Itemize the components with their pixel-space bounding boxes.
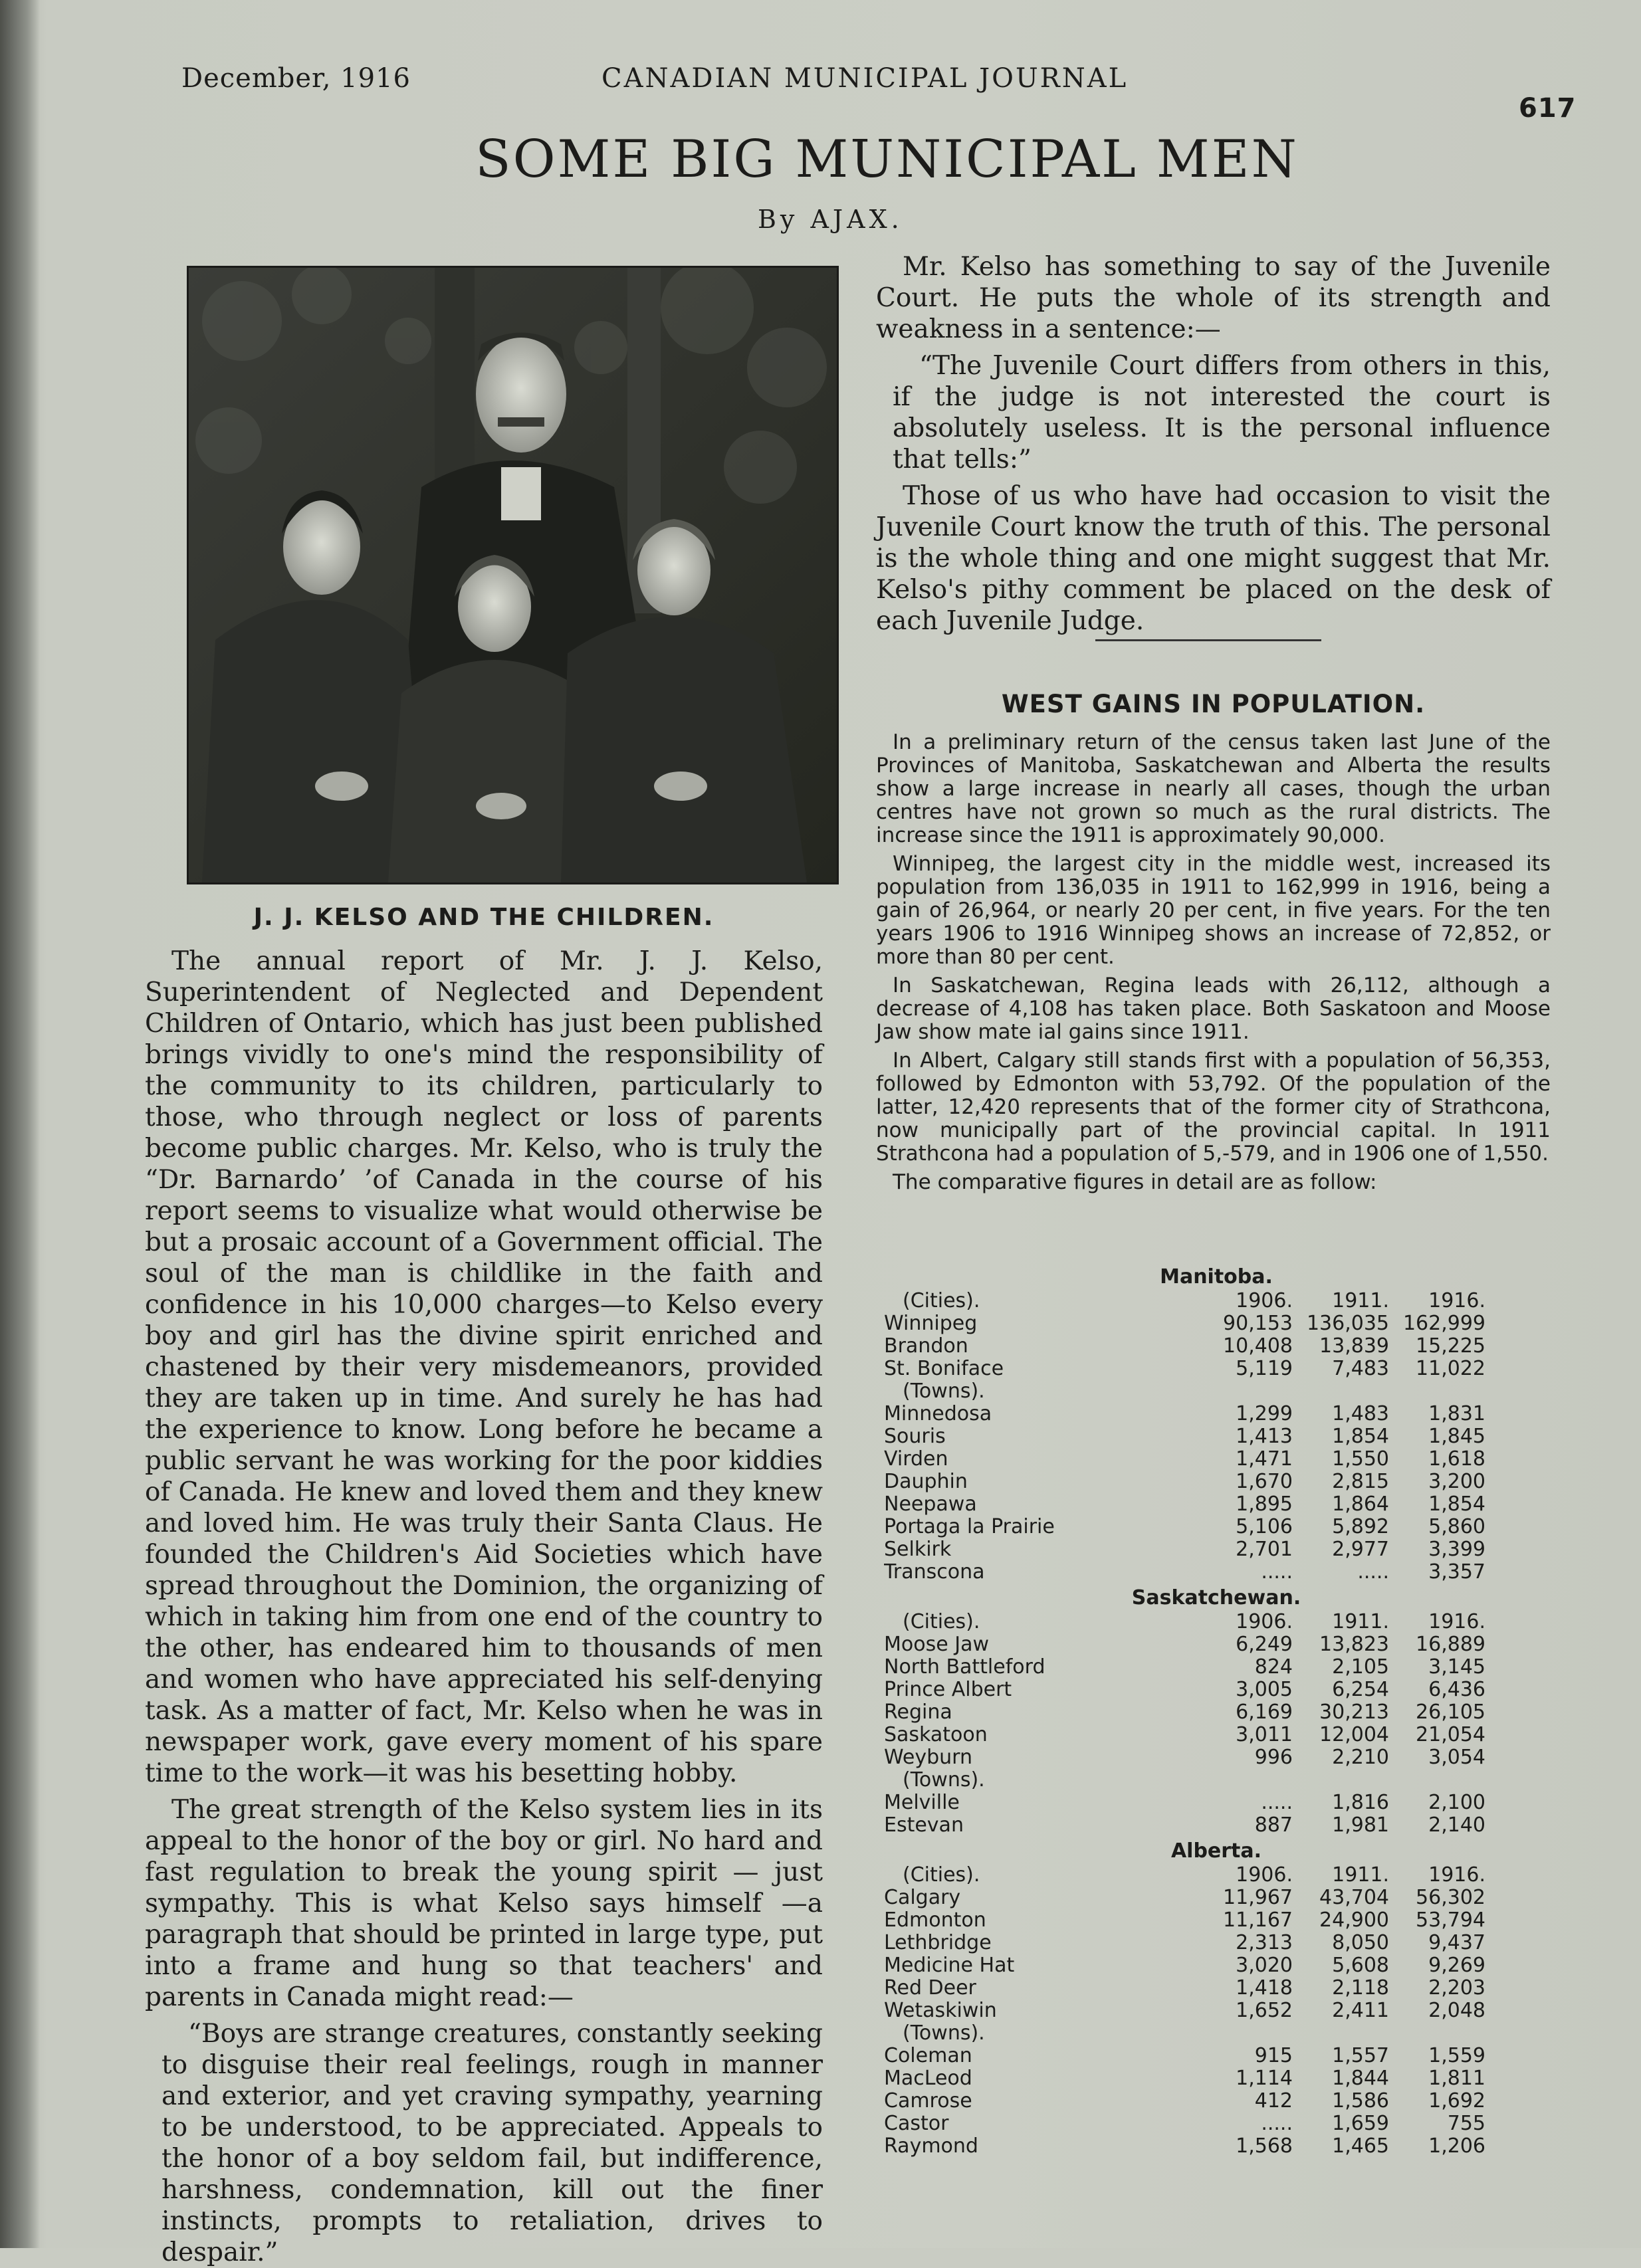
population-value: 1,114 (1236, 2067, 1293, 2090)
population-value: 1,816 (1332, 1791, 1389, 1814)
population-value: 2,048 (1428, 1999, 1485, 2022)
population-value: 6,249 (1236, 1633, 1293, 1656)
year-header: 1911. (1332, 1863, 1389, 1887)
population-value: 15,225 (1416, 1334, 1485, 1358)
town-name: St. Boniface (884, 1358, 1004, 1380)
population-value: 1,854 (1428, 1493, 1485, 1516)
journal-name: CANADIAN MUNICIPAL JOURNAL (602, 63, 1129, 94)
year-header: 1911. (1332, 1289, 1389, 1312)
population-value: 1,652 (1236, 1999, 1293, 2022)
kelso-section (145, 904, 823, 2268)
article-byline: By AJAX. (758, 205, 903, 234)
population-value: 1,864 (1332, 1493, 1389, 1516)
population-value: 1,557 (1332, 2044, 1389, 2067)
population-value: ..... (1357, 1560, 1389, 1584)
population-value: 1,418 (1236, 1976, 1293, 2000)
population-value: 2,210 (1332, 1746, 1389, 1769)
population-value: 5,892 (1332, 1515, 1389, 1538)
west-body (876, 731, 1551, 1194)
kelso-quote: “Boys are strange creatures, constantly seeking to disguise their real feelings, rough in manner and exterior, and yet craving sympathy, yearning to be understood, to be appreciated. Appeals to the honor of a boy seldom fail, but indifference, harshness, condemnation, kill out the finer instincts, prompts to retaliation, drives to despair.” (162, 2019, 823, 2267)
population-value: 824 (1254, 1655, 1293, 1679)
town-name: Prince Albert (884, 1679, 1012, 1701)
population-value: 2,105 (1332, 1655, 1389, 1679)
population-value: ..... (1261, 1560, 1293, 1584)
population-value: 5,608 (1332, 1954, 1389, 1977)
province-table (884, 1586, 1549, 1837)
town-name: Camrose (884, 2090, 972, 2113)
population-value: 8,050 (1332, 1931, 1389, 1954)
juvenile-quote: “The Juvenile Court differs from others in this, if the judge is not interested the court is absolutely useless. It is the personal influence that tells:” (893, 351, 1551, 474)
population-value: 5,119 (1236, 1357, 1293, 1380)
empty-cell (1293, 2022, 1389, 2045)
year-header: 1916. (1428, 1289, 1485, 1312)
group-label: (Towns). (903, 1769, 985, 1792)
town-name: MacLeod (884, 2067, 972, 2090)
population-value: 11,022 (1416, 1357, 1485, 1380)
population-value: 162,999 (1402, 1312, 1485, 1335)
group-label: (Cities). (903, 1611, 980, 1633)
town-name: Portaga la Prairie (884, 1516, 1055, 1538)
population-value: 3,054 (1428, 1746, 1485, 1769)
population-value: 1,618 (1428, 1447, 1485, 1471)
town-name: Winnipeg (884, 1312, 978, 1335)
page-number: 617 (1519, 93, 1577, 124)
population-value: 6,254 (1332, 1678, 1389, 1701)
population-value: 30,213 (1319, 1701, 1389, 1724)
population-value: 1,550 (1332, 1447, 1389, 1471)
population-value: 1,559 (1428, 2044, 1485, 2067)
population-value: 3,020 (1236, 1954, 1293, 1977)
year-header: 1906. (1236, 1863, 1293, 1887)
juvenile-paragraph: Mr. Kelso has something to say of the Juvenile Court. He puts the whole of its strength and weakness in a sentence:— (876, 252, 1551, 344)
west-paragraph: In a preliminary return of the census taken last June of the Provinces of Manitoba, Saskatchewan and Alberta the results show a large increase in nearly all cases, though the urban centres have not grown so much as the rural districts. The increase since the 1911 is approximately 90,000. (876, 730, 1551, 847)
town-name: Melville (884, 1792, 960, 1814)
empty-cell (1389, 1769, 1485, 1792)
population-value: 1,586 (1332, 2089, 1389, 2113)
west-paragraph: Winnipeg, the largest city in the middle west, increased its population from 136,035 in 1911 to 162,999 in 1916, being a gain of 26,964, or nearly 20 per cent, in five years. For the ten years 1906 to 1916 Winnipeg shows an increase of 72,852, or more than 80 per cent. (876, 852, 1551, 969)
town-name: Wetaskiwin (884, 2000, 997, 2022)
population-value: 2,815 (1332, 1470, 1389, 1493)
population-value: 11,967 (1223, 1886, 1293, 1909)
town-name: Estevan (884, 1814, 964, 1837)
population-value: 996 (1254, 1746, 1293, 1769)
empty-cell (1196, 1769, 1293, 1792)
kelso-body (145, 946, 823, 2268)
population-value: 10,408 (1223, 1334, 1293, 1358)
town-name: Souris (884, 1425, 946, 1448)
town-name: Edmonton (884, 1909, 986, 1932)
population-value: 12,004 (1319, 1723, 1389, 1746)
section-divider (1095, 639, 1321, 641)
town-name: Brandon (884, 1335, 968, 1358)
group-label: (Cities). (903, 1864, 980, 1887)
population-value: 56,302 (1416, 1886, 1485, 1909)
town-name: Regina (884, 1701, 952, 1724)
population-value: 26,105 (1416, 1701, 1485, 1724)
population-value: 1,206 (1428, 2134, 1485, 2158)
empty-cell (1196, 1380, 1293, 1403)
population-value: 915 (1254, 2044, 1293, 2067)
population-value: 3,357 (1428, 1560, 1485, 1584)
population-value: 1,568 (1236, 2134, 1293, 2158)
province-table (884, 1839, 1549, 2158)
population-value: 1,981 (1332, 1813, 1389, 1837)
kelso-paragraph: The annual report of Mr. J. J. Kelso, Superintendent of Neglected and Dependent Children of Ontario, which has just been published brings vividly to one's mind the responsibility of the community to its children, particularly to those, who through neglect or loss of parents become public charges. Mr. Kelso, who is truly the “Dr. Barnardo’ ’of Canada in the course of his report seems to visualize what would otherwise be but a prosaic account of a Government official. The soul of the man is childlike in the faith and confidence in his 10,000 charges—to Kelso every boy and girl has the divine spirit enriched and chastened by their very misdemeanors, provided they are taken up in time. And surely he has had the experience to know. Long before he became a public servant he was working for the poor kiddies of Canada. He knew and loved them and they knew and loved him. He was truly their Santa Claus. He founded the Children's Aid Societies which have spread throughout the Dominion, the organizing of which in taking him from one end of the country to the other, has endeared him to thousands of men and women who have appreciated his self-denying task. As a matter of fact, Mr. Kelso when he was in newspaper work, gave every moment of his spare time to the work—it was his besetting hobby. (145, 946, 823, 1788)
west-paragraph: The comparative figures in detail are as follow: (893, 1170, 1377, 1194)
population-value: 412 (1254, 2089, 1293, 2113)
year-header: 1911. (1332, 1610, 1389, 1633)
town-name: Selkirk (884, 1538, 952, 1561)
population-value: 755 (1447, 2112, 1485, 2135)
juvenile-court-section (876, 251, 1551, 637)
population-value: 136,035 (1306, 1312, 1389, 1335)
population-value: 1,895 (1236, 1493, 1293, 1516)
town-name: Red Deer (884, 1977, 976, 2000)
population-value: 3,011 (1236, 1723, 1293, 1746)
population-value: 9,437 (1428, 1931, 1485, 1954)
town-name: Castor (884, 2113, 949, 2135)
town-name: Minnedosa (884, 1403, 992, 1425)
province-heading: Saskatchewan. (1131, 1586, 1301, 1609)
population-grid (884, 1290, 1549, 1584)
population-value: 6,436 (1428, 1678, 1485, 1701)
town-name: Saskatoon (884, 1724, 988, 1746)
population-value: 2,140 (1428, 1813, 1485, 1837)
kelso-paragraph: The great strength of the Kelso system lies in its appeal to the honor of the boy or girl. No hard and fast regulation to break the young spirit — just sympathy. This is what Kelso says himself —a paragraph that should be printed in large type, put into a frame and hung so that teachers' and parents in Canada might read:— (145, 1795, 823, 2012)
group-label: (Towns). (903, 2022, 985, 2045)
group-label: (Cities). (903, 1290, 980, 1312)
population-value: 1,413 (1236, 1425, 1293, 1448)
province-heading: Manitoba. (1160, 1265, 1273, 1289)
population-grid (884, 1611, 1549, 1837)
population-value: 3,145 (1428, 1655, 1485, 1679)
population-value: ..... (1261, 2112, 1293, 2135)
town-name: North Battleford (884, 1656, 1045, 1679)
population-value: ..... (1261, 1791, 1293, 1814)
population-value: 1,692 (1428, 2089, 1485, 2113)
article-title: SOME BIG MUNICIPAL MEN (475, 130, 1299, 189)
empty-cell (1389, 2022, 1485, 2045)
population-value: 53,794 (1416, 1908, 1485, 1932)
population-value: 21,054 (1416, 1723, 1485, 1746)
empty-cell (1196, 2022, 1293, 2045)
population-value: 7,483 (1332, 1357, 1389, 1380)
population-value: 1,845 (1428, 1425, 1485, 1448)
population-value: 3,200 (1428, 1470, 1485, 1493)
population-value: 1,659 (1332, 2112, 1389, 2135)
population-value: 5,106 (1236, 1515, 1293, 1538)
population-value: 1,854 (1332, 1425, 1389, 1448)
west-heading: WEST GAINS IN POPULATION. (1001, 690, 1426, 718)
town-name: Moose Jaw (884, 1633, 989, 1656)
west-paragraph: In Saskatchewan, Regina leads with 26,112, although a decrease of 4,108 has taken place. Both Saskatoon and Moose Jaw show mate ial gains since 1911. (876, 974, 1551, 1044)
population-value: 1,465 (1332, 2134, 1389, 2158)
kelso-photograph (187, 266, 839, 884)
population-grid (884, 1864, 1549, 2158)
population-value: 11,167 (1223, 1908, 1293, 1932)
juvenile-paragraph: Those of us who have had occasion to visit the Juvenile Court know the truth of this. The personal is the whole thing and one might suggest that Mr. Kelso's pithy comment be placed on the desk of each Juvenile Judge. (876, 481, 1551, 636)
population-value: 1,811 (1428, 2067, 1485, 2090)
population-value: 2,100 (1428, 1791, 1485, 1814)
town-name: Dauphin (884, 1471, 968, 1493)
population-value: 1,299 (1236, 1402, 1293, 1425)
population-value: 1,471 (1236, 1447, 1293, 1471)
year-header: 1906. (1236, 1289, 1293, 1312)
population-tables (884, 1263, 1549, 2158)
population-value: 2,701 (1236, 1538, 1293, 1561)
province-heading: Alberta. (1170, 1839, 1262, 1863)
town-name: Neepawa (884, 1493, 977, 1516)
kelso-heading: J. J. KELSO AND THE CHILDREN. (253, 904, 714, 931)
town-name: Virden (884, 1448, 948, 1471)
population-value: 13,823 (1319, 1633, 1389, 1656)
town-name: Medicine Hat (884, 1954, 1015, 1977)
population-value: 1,844 (1332, 2067, 1389, 2090)
population-value: 2,411 (1332, 1999, 1389, 2022)
town-name: Raymond (884, 2135, 978, 2158)
population-value: 5,860 (1428, 1515, 1485, 1538)
town-name: Transcona (884, 1561, 985, 1584)
town-name: Calgary (884, 1887, 961, 1909)
population-value: 2,118 (1332, 1976, 1389, 2000)
population-value: 1,670 (1236, 1470, 1293, 1493)
empty-cell (1293, 1769, 1389, 1792)
population-value: 13,839 (1319, 1334, 1389, 1358)
population-value: 90,153 (1223, 1312, 1293, 1335)
empty-cell (1389, 1380, 1485, 1403)
population-value: 2,313 (1236, 1931, 1293, 1954)
population-value: 16,889 (1416, 1633, 1485, 1656)
population-value: 43,704 (1319, 1886, 1389, 1909)
population-value: 3,005 (1236, 1678, 1293, 1701)
year-header: 1906. (1236, 1610, 1293, 1633)
town-name: Coleman (884, 2045, 972, 2067)
population-value: 2,203 (1428, 1976, 1485, 2000)
population-value: 887 (1254, 1813, 1293, 1837)
west-paragraph: In Albert, Calgary still stands first with a population of 56,353, followed by Edmonton with 53,792. Of the population of the latter, 12,420 represents that of the former city of Strathcona, now municipally part of the provincial capital. In 1911 Strathcona had a population of 5,-579, and in 1906 one of 1,550. (876, 1049, 1551, 1166)
population-value: 1,483 (1332, 1402, 1389, 1425)
population-value: 6,169 (1236, 1701, 1293, 1724)
population-value: 9,269 (1428, 1954, 1485, 1977)
population-value: 2,977 (1332, 1538, 1389, 1561)
issue-date: December, 1916 (181, 63, 411, 94)
town-name: Lethbridge (884, 1932, 992, 1954)
province-table (884, 1265, 1549, 1584)
population-value: 3,399 (1428, 1538, 1485, 1561)
population-value: 1,831 (1428, 1402, 1485, 1425)
population-value: 24,900 (1319, 1908, 1389, 1932)
town-name: Weyburn (884, 1746, 972, 1769)
empty-cell (1293, 1380, 1389, 1403)
book-spine-shadow (0, 0, 40, 2248)
group-label: (Towns). (903, 1380, 985, 1403)
year-header: 1916. (1428, 1863, 1485, 1887)
year-header: 1916. (1428, 1610, 1485, 1633)
